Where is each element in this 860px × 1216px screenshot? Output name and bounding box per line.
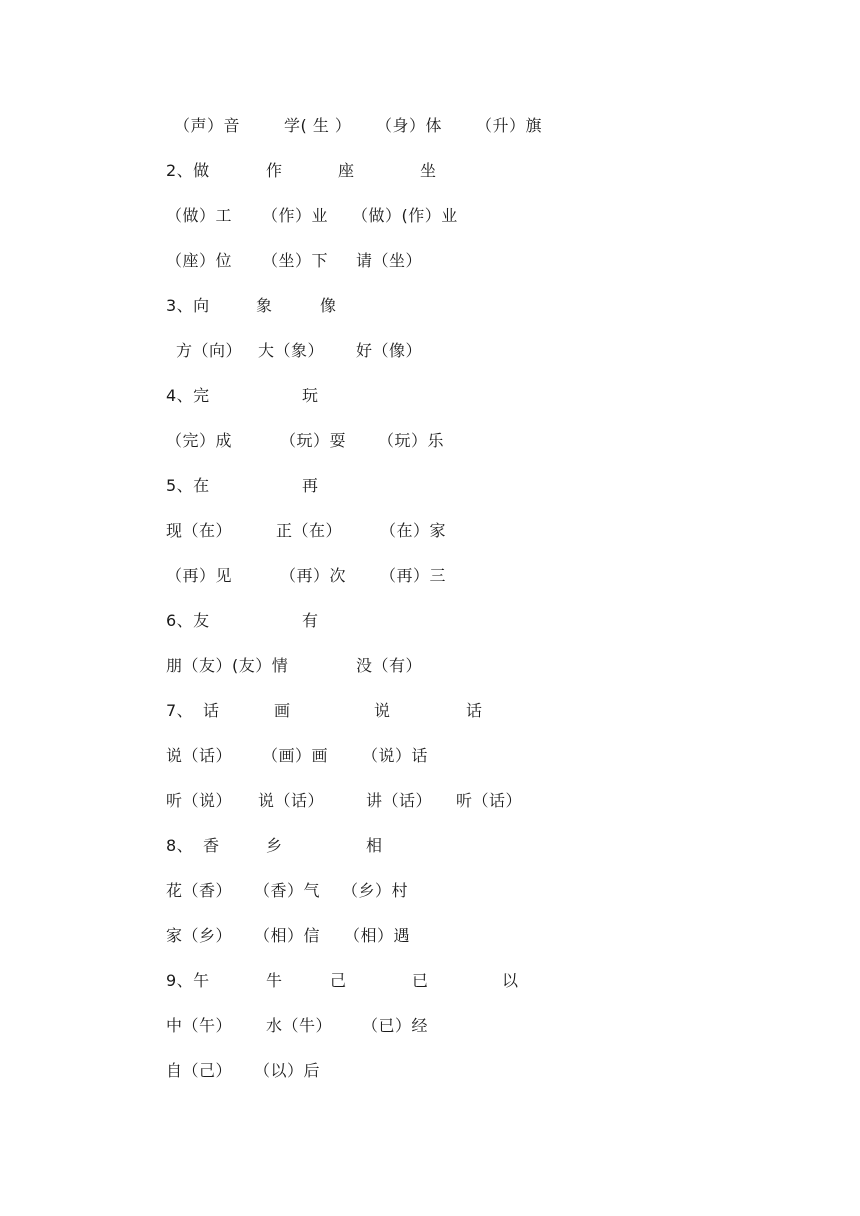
word-item: 花（香） bbox=[166, 881, 233, 900]
word-item: （再）次 bbox=[280, 566, 347, 585]
word-item: 水（牛） bbox=[266, 1016, 333, 1035]
word-item: 玩 bbox=[302, 386, 319, 405]
word-item: 象 bbox=[256, 296, 273, 315]
word-item: （已）经 bbox=[362, 1016, 429, 1035]
text-line bbox=[0, 426, 860, 456]
word-item: 5、在 bbox=[166, 476, 210, 495]
word-item: （座）位 bbox=[166, 251, 233, 270]
word-item: （香）气 bbox=[254, 881, 321, 900]
word-item: 座 bbox=[338, 161, 355, 180]
word-item: 4、完 bbox=[166, 386, 210, 405]
text-line bbox=[0, 921, 860, 951]
text-line bbox=[0, 1011, 860, 1041]
word-item: 坐 bbox=[420, 161, 437, 180]
item-heading bbox=[0, 606, 860, 636]
word-item: 8、 bbox=[166, 836, 194, 855]
word-item: （做）工 bbox=[166, 206, 233, 225]
word-item: 己 bbox=[330, 971, 347, 990]
word-item: （完）成 bbox=[166, 431, 233, 450]
word-item: 请（坐） bbox=[356, 251, 423, 270]
word-item: 已 bbox=[412, 971, 429, 990]
word-item: 正（在） bbox=[276, 521, 343, 540]
word-item: 家（乡） bbox=[166, 926, 233, 945]
item-heading bbox=[0, 696, 860, 726]
word-item: 有 bbox=[302, 611, 319, 630]
word-item: 9、午 bbox=[166, 971, 210, 990]
word-item: 中（午） bbox=[166, 1016, 233, 1035]
text-line bbox=[0, 336, 860, 366]
word-item: 香 bbox=[203, 836, 220, 855]
word-item: （相）信 bbox=[254, 926, 321, 945]
word-item: （声）音 bbox=[174, 116, 241, 135]
word-item: 大（象） bbox=[258, 341, 325, 360]
word-item: 作 bbox=[266, 161, 283, 180]
text-line bbox=[0, 876, 860, 906]
word-item: 2、做 bbox=[166, 161, 210, 180]
word-item: 没（有） bbox=[356, 656, 423, 675]
word-item: （做）(作）业 bbox=[352, 206, 458, 225]
text-line bbox=[0, 651, 860, 681]
word-item: 说（话） bbox=[166, 746, 233, 765]
word-item: （再）见 bbox=[166, 566, 233, 585]
word-item: 画 bbox=[274, 701, 291, 720]
word-item: 方（向） bbox=[176, 341, 243, 360]
word-item: 说（话） bbox=[258, 791, 325, 810]
word-item: （在）家 bbox=[380, 521, 447, 540]
word-item: （身）体 bbox=[376, 116, 443, 135]
word-item: 以 bbox=[502, 971, 519, 990]
text-line bbox=[0, 1056, 860, 1086]
word-item: （玩）耍 bbox=[280, 431, 347, 450]
text-line bbox=[0, 786, 860, 816]
word-item: 相 bbox=[366, 836, 383, 855]
text-line bbox=[0, 561, 860, 591]
word-item: （画）画 bbox=[262, 746, 329, 765]
word-item: 现（在） bbox=[166, 521, 233, 540]
word-item: （再）三 bbox=[380, 566, 447, 585]
word-item: 6、友 bbox=[166, 611, 210, 630]
word-item: 7、 bbox=[166, 701, 194, 720]
word-item: 好（像） bbox=[356, 341, 423, 360]
text-line bbox=[0, 741, 860, 771]
word-item: 再 bbox=[302, 476, 319, 495]
word-item: （坐）下 bbox=[262, 251, 329, 270]
item-heading bbox=[0, 831, 860, 861]
item-heading bbox=[0, 966, 860, 996]
word-item: （以）后 bbox=[254, 1061, 321, 1080]
word-item: 听（说） bbox=[166, 791, 233, 810]
word-item: （相）遇 bbox=[344, 926, 411, 945]
word-item: 3、向 bbox=[166, 296, 210, 315]
word-item: 讲（话） bbox=[366, 791, 433, 810]
word-item: 听（话） bbox=[456, 791, 523, 810]
word-item: 话 bbox=[466, 701, 483, 720]
item-heading bbox=[0, 471, 860, 501]
item-heading bbox=[0, 381, 860, 411]
word-item: （说）话 bbox=[362, 746, 429, 765]
word-item: （升）旗 bbox=[476, 116, 543, 135]
word-item: （作）业 bbox=[262, 206, 329, 225]
text-line bbox=[0, 516, 860, 546]
word-item: 学( 生 ） bbox=[284, 116, 352, 135]
word-item: 乡 bbox=[266, 836, 283, 855]
word-item: （玩）乐 bbox=[378, 431, 445, 450]
word-item: 话 bbox=[203, 701, 220, 720]
word-item: 朋（友）(友）情 bbox=[166, 656, 289, 675]
word-item: 牛 bbox=[266, 971, 283, 990]
item-heading bbox=[0, 156, 860, 186]
word-item: 说 bbox=[374, 701, 391, 720]
text-line bbox=[0, 201, 860, 231]
word-item: 像 bbox=[320, 296, 337, 315]
text-line bbox=[0, 246, 860, 276]
text-line bbox=[0, 111, 860, 141]
word-item: （乡）村 bbox=[342, 881, 409, 900]
item-heading bbox=[0, 291, 860, 321]
word-item: 自（己） bbox=[166, 1061, 233, 1080]
